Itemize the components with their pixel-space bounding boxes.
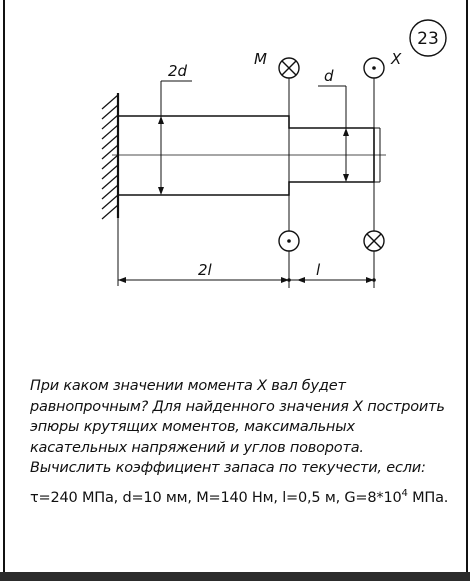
moment-x-bottom-cross-symbol [364,231,384,251]
moment-x-top-dot-symbol [364,58,384,78]
label-2d: 2d [168,62,188,80]
label-moment-m: M [254,50,267,68]
label-d: d [324,67,334,85]
fixed-support [102,93,118,219]
label-moment-x: X [391,50,402,68]
given-suffix: МПа. [407,489,449,506]
problem-text-line: Вычислить коэффициент запаса по текучести, если: [30,460,426,476]
moment-m-top-cross-symbol [279,58,299,78]
problem-text-line: эпюры крутящих моментов, максимальных [30,419,355,435]
label-2l: 2l [198,261,212,279]
dimension-d [318,86,349,182]
problem-statement [30,376,460,508]
problem-text-line: При каком значении момента X вал будет [30,378,346,394]
moment-m-bottom-dot-symbol [279,231,299,251]
problem-text-line: равнопрочным? Для найденного значения X построить [30,398,445,415]
problem-number: 23 [417,29,439,49]
shaft-outline [118,116,380,195]
problem-text-line: касательных напряжений и углов поворота. [30,439,364,456]
dimension-2d [158,81,192,195]
given-prefix: τ=240 МПа, d=10 мм, M=140 Нм, l=0,5 м, G=8*10 [30,489,402,506]
length-dimensions [118,218,376,286]
label-l: l [316,261,321,279]
given-values [30,484,460,508]
bottom-bar [0,572,470,581]
given-exponent: 4 [401,487,408,499]
